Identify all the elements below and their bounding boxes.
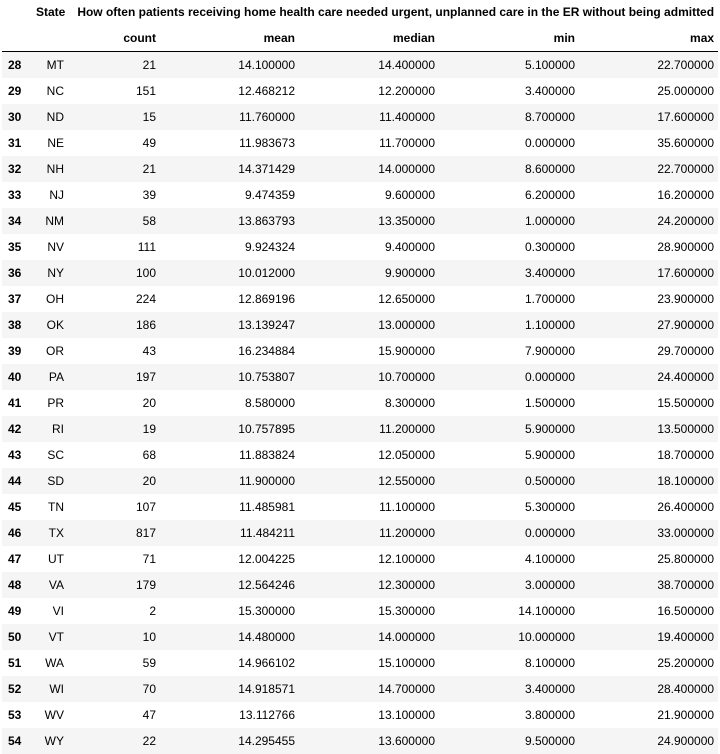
median-cell: 13.600000 [378, 734, 435, 748]
mean-cell: 14.966102 [238, 656, 295, 670]
mean-cell: 13.139247 [238, 318, 295, 332]
index-header-blank [2, 25, 32, 52]
min-cell: 6.200000 [524, 188, 575, 202]
state-cell: PR [47, 396, 64, 410]
state-column-header: State [36, 5, 66, 19]
min-cell: 3.400000 [524, 84, 575, 98]
state-cell: WI [49, 682, 64, 696]
count-cell: 71 [142, 552, 156, 566]
max-cell: 27.900000 [657, 318, 715, 332]
table-row [2, 728, 718, 754]
row-index: 49 [8, 604, 22, 618]
count-cell: 107 [135, 500, 156, 514]
state-cell: SD [47, 474, 64, 488]
min-cell: 5.900000 [524, 422, 575, 436]
median-cell: 11.200000 [379, 422, 435, 436]
max-cell: 28.400000 [657, 682, 715, 696]
max-cell: 25.000000 [657, 84, 715, 98]
min-column-header: min [553, 31, 575, 45]
max-cell: 23.900000 [657, 292, 715, 306]
row-index: 38 [8, 318, 22, 332]
median-cell: 12.550000 [378, 474, 435, 488]
state-cell: MT [46, 58, 64, 72]
count-cell: 47 [142, 708, 156, 722]
table-row [2, 78, 718, 104]
max-cell: 24.400000 [657, 370, 715, 384]
table-row [2, 286, 718, 312]
count-cell: 186 [135, 318, 156, 332]
median-cell: 14.000000 [378, 162, 435, 176]
row-index: 29 [8, 84, 22, 98]
mean-cell: 12.869196 [238, 292, 295, 306]
max-cell: 19.400000 [657, 630, 715, 644]
median-cell: 8.300000 [384, 396, 435, 410]
table-row [2, 260, 718, 286]
count-cell: 817 [135, 526, 156, 540]
table-row [2, 598, 718, 624]
min-cell: 1.700000 [524, 292, 575, 306]
count-cell: 49 [142, 136, 156, 150]
min-cell: 10.000000 [518, 630, 575, 644]
median-cell: 14.700000 [378, 682, 435, 696]
state-cell: OK [46, 318, 64, 332]
min-cell: 7.900000 [524, 344, 575, 358]
median-cell: 11.700000 [379, 136, 435, 150]
state-cell: NM [45, 214, 64, 228]
mean-cell: 13.863793 [238, 214, 295, 228]
state-cell: RI [52, 422, 64, 436]
max-cell: 17.600000 [657, 266, 715, 280]
dataframe-table [2, 0, 718, 754]
state-cell: UT [48, 552, 64, 566]
max-cell: 18.100000 [657, 474, 715, 488]
mean-column-header: mean [263, 31, 295, 45]
mean-cell: 11.983673 [239, 136, 295, 150]
count-cell: 68 [142, 448, 156, 462]
mean-cell: 11.900000 [239, 474, 295, 488]
max-cell: 28.900000 [657, 240, 715, 254]
max-cell: 33.000000 [657, 526, 715, 540]
state-cell: SC [47, 448, 64, 462]
table-row [2, 390, 718, 416]
count-cell: 43 [142, 344, 156, 358]
min-cell: 1.500000 [524, 396, 575, 410]
count-cell: 2 [149, 604, 156, 618]
median-cell: 13.100000 [378, 708, 435, 722]
max-cell: 16.200000 [657, 188, 715, 202]
max-cell: 21.900000 [657, 708, 715, 722]
table-row [2, 208, 718, 234]
mean-cell: 14.480000 [238, 630, 295, 644]
mean-cell: 9.474359 [244, 188, 295, 202]
table-row [2, 130, 718, 156]
median-cell: 10.700000 [378, 370, 435, 384]
mean-cell: 13.112766 [239, 708, 295, 722]
count-cell: 179 [135, 578, 156, 592]
max-cell: 24.200000 [657, 214, 715, 228]
median-cell: 15.300000 [378, 604, 435, 618]
row-index: 51 [8, 656, 22, 670]
state-cell: ND [46, 110, 64, 124]
row-index: 53 [8, 708, 22, 722]
min-cell: 0.300000 [524, 240, 575, 254]
mean-cell: 9.924324 [244, 240, 295, 254]
min-cell: 0.000000 [524, 370, 575, 384]
state-cell: NC [46, 84, 64, 98]
count-cell: 21 [142, 58, 156, 72]
median-cell: 11.100000 [379, 500, 435, 514]
max-cell: 29.700000 [657, 344, 715, 358]
median-cell: 12.100000 [378, 552, 435, 566]
min-cell: 8.100000 [524, 656, 575, 670]
state-cell: PA [48, 370, 64, 384]
row-index: 36 [8, 266, 22, 280]
count-cell: 39 [142, 188, 156, 202]
table-row [2, 494, 718, 520]
state-cell: OR [46, 344, 64, 358]
count-column-header: count [123, 31, 156, 45]
min-cell: 9.500000 [524, 734, 575, 748]
row-index: 43 [8, 448, 22, 462]
max-cell: 35.600000 [657, 136, 715, 150]
state-cell: TN [48, 500, 64, 514]
table-row [2, 234, 718, 260]
mean-cell: 12.468212 [238, 84, 295, 98]
median-column-header: median [392, 31, 435, 45]
row-index: 52 [8, 682, 22, 696]
min-cell: 3.800000 [524, 708, 575, 722]
min-cell: 5.300000 [524, 500, 575, 514]
max-cell: 24.900000 [657, 734, 715, 748]
count-cell: 111 [137, 240, 156, 254]
state-cell: WY [44, 734, 64, 748]
median-cell: 12.300000 [378, 578, 435, 592]
index-header-blank [2, 0, 32, 25]
median-cell: 12.200000 [378, 84, 435, 98]
row-index: 44 [8, 474, 22, 488]
mean-cell: 11.883824 [239, 448, 295, 462]
row-index: 28 [8, 58, 22, 72]
row-index: 50 [8, 630, 22, 644]
count-cell: 20 [142, 474, 156, 488]
max-cell: 16.500000 [657, 604, 715, 618]
row-index: 35 [8, 240, 22, 254]
table-row [2, 312, 718, 338]
min-cell: 0.000000 [524, 526, 575, 540]
table-row [2, 624, 718, 650]
mean-cell: 11.485981 [239, 500, 295, 514]
table-row [2, 104, 718, 130]
mean-cell: 10.012000 [238, 266, 295, 280]
state-cell: NH [46, 162, 64, 176]
state-cell: NV [47, 240, 64, 254]
header-row-group [2, 0, 718, 25]
median-cell: 11.200000 [379, 526, 435, 540]
median-cell: 9.400000 [384, 240, 435, 254]
table-row [2, 156, 718, 182]
median-cell: 9.900000 [384, 266, 435, 280]
row-index: 34 [8, 214, 22, 228]
table-header [2, 0, 718, 52]
min-cell: 3.400000 [524, 266, 575, 280]
mean-cell: 10.757895 [238, 422, 295, 436]
min-cell: 4.100000 [524, 552, 575, 566]
row-index: 45 [8, 500, 22, 514]
mean-cell: 14.295455 [238, 734, 295, 748]
state-cell: OH [46, 292, 64, 306]
median-cell: 13.350000 [378, 214, 435, 228]
state-cell: VI [52, 604, 64, 618]
count-cell: 151 [135, 84, 156, 98]
min-cell: 8.600000 [524, 162, 575, 176]
count-cell: 19 [142, 422, 156, 436]
row-index: 39 [8, 344, 22, 358]
state-cell: NE [47, 136, 64, 150]
row-index: 42 [8, 422, 22, 436]
min-cell: 5.900000 [524, 448, 575, 462]
table-row [2, 702, 718, 728]
min-cell: 1.000000 [524, 214, 575, 228]
count-cell: 197 [135, 370, 156, 384]
mean-cell: 14.918571 [238, 682, 295, 696]
median-cell: 14.000000 [378, 630, 435, 644]
median-cell: 12.050000 [378, 448, 435, 462]
median-cell: 15.900000 [378, 344, 435, 358]
max-cell: 38.700000 [657, 578, 715, 592]
count-cell: 22 [142, 734, 156, 748]
header-row-stats [2, 25, 718, 52]
row-index: 37 [8, 292, 22, 306]
table-row [2, 572, 718, 598]
mean-cell: 15.300000 [238, 604, 295, 618]
table-row [2, 468, 718, 494]
median-cell: 12.650000 [378, 292, 435, 306]
row-index: 32 [8, 162, 22, 176]
mean-cell: 14.100000 [238, 58, 295, 72]
row-index: 54 [8, 734, 22, 748]
state-cell: VA [48, 578, 64, 592]
mean-cell: 8.580000 [244, 396, 295, 410]
table-row [2, 364, 718, 390]
row-index: 31 [8, 136, 22, 150]
max-cell: 22.700000 [657, 58, 715, 72]
min-cell: 5.100000 [524, 58, 575, 72]
table-body [2, 52, 718, 754]
count-cell: 20 [142, 396, 156, 410]
max-cell: 22.700000 [657, 162, 715, 176]
row-index: 40 [8, 370, 22, 384]
row-index: 30 [8, 110, 22, 124]
count-cell: 58 [142, 214, 156, 228]
state-cell: TX [48, 526, 64, 540]
median-cell: 15.100000 [378, 656, 435, 670]
count-cell: 10 [142, 630, 156, 644]
mean-cell: 16.234884 [238, 344, 295, 358]
count-cell: 224 [135, 292, 156, 306]
group-column-header: How often patients receiving home health care needed urgent, unplanned care in the ER without being admitted [77, 5, 715, 19]
table-row [2, 442, 718, 468]
row-index: 41 [8, 396, 22, 410]
max-cell: 25.800000 [657, 552, 715, 566]
count-cell: 100 [135, 266, 156, 280]
row-index: 47 [8, 552, 22, 566]
mean-cell: 14.371429 [238, 162, 295, 176]
row-index: 46 [8, 526, 22, 540]
table-row [2, 338, 718, 364]
max-cell: 17.600000 [657, 110, 715, 124]
table-row [2, 182, 718, 208]
max-cell: 15.500000 [657, 396, 715, 410]
count-cell: 59 [142, 656, 156, 670]
table-row [2, 416, 718, 442]
min-cell: 0.500000 [524, 474, 575, 488]
max-column-header: max [690, 31, 715, 45]
max-cell: 25.200000 [657, 656, 715, 670]
count-cell: 21 [142, 162, 156, 176]
max-cell: 26.400000 [657, 500, 715, 514]
row-index: 48 [8, 578, 22, 592]
table-row [2, 546, 718, 572]
max-cell: 13.500000 [657, 422, 715, 436]
table-row [2, 676, 718, 702]
min-cell: 0.000000 [524, 136, 575, 150]
table-row [2, 52, 718, 79]
state-header-blank [32, 25, 68, 52]
state-cell: WV [44, 708, 64, 722]
mean-cell: 10.753807 [238, 370, 295, 384]
mean-cell: 12.004225 [238, 552, 295, 566]
median-cell: 14.400000 [378, 58, 435, 72]
state-cell: NY [47, 266, 64, 280]
min-cell: 3.400000 [524, 682, 575, 696]
min-cell: 1.100000 [524, 318, 575, 332]
table-row [2, 650, 718, 676]
min-cell: 14.100000 [518, 604, 575, 618]
min-cell: 3.000000 [524, 578, 575, 592]
state-cell: VT [48, 630, 64, 644]
state-cell: WA [45, 656, 64, 670]
mean-cell: 11.760000 [239, 110, 295, 124]
median-cell: 11.400000 [379, 110, 435, 124]
row-index: 33 [8, 188, 22, 202]
median-cell: 9.600000 [384, 188, 435, 202]
mean-cell: 11.484211 [240, 526, 295, 540]
min-cell: 8.700000 [524, 110, 575, 124]
max-cell: 18.700000 [657, 448, 715, 462]
count-cell: 70 [142, 682, 156, 696]
state-cell: NJ [49, 188, 64, 202]
median-cell: 13.000000 [378, 318, 435, 332]
mean-cell: 12.564246 [238, 578, 295, 592]
count-cell: 15 [142, 110, 156, 124]
table-row [2, 520, 718, 546]
